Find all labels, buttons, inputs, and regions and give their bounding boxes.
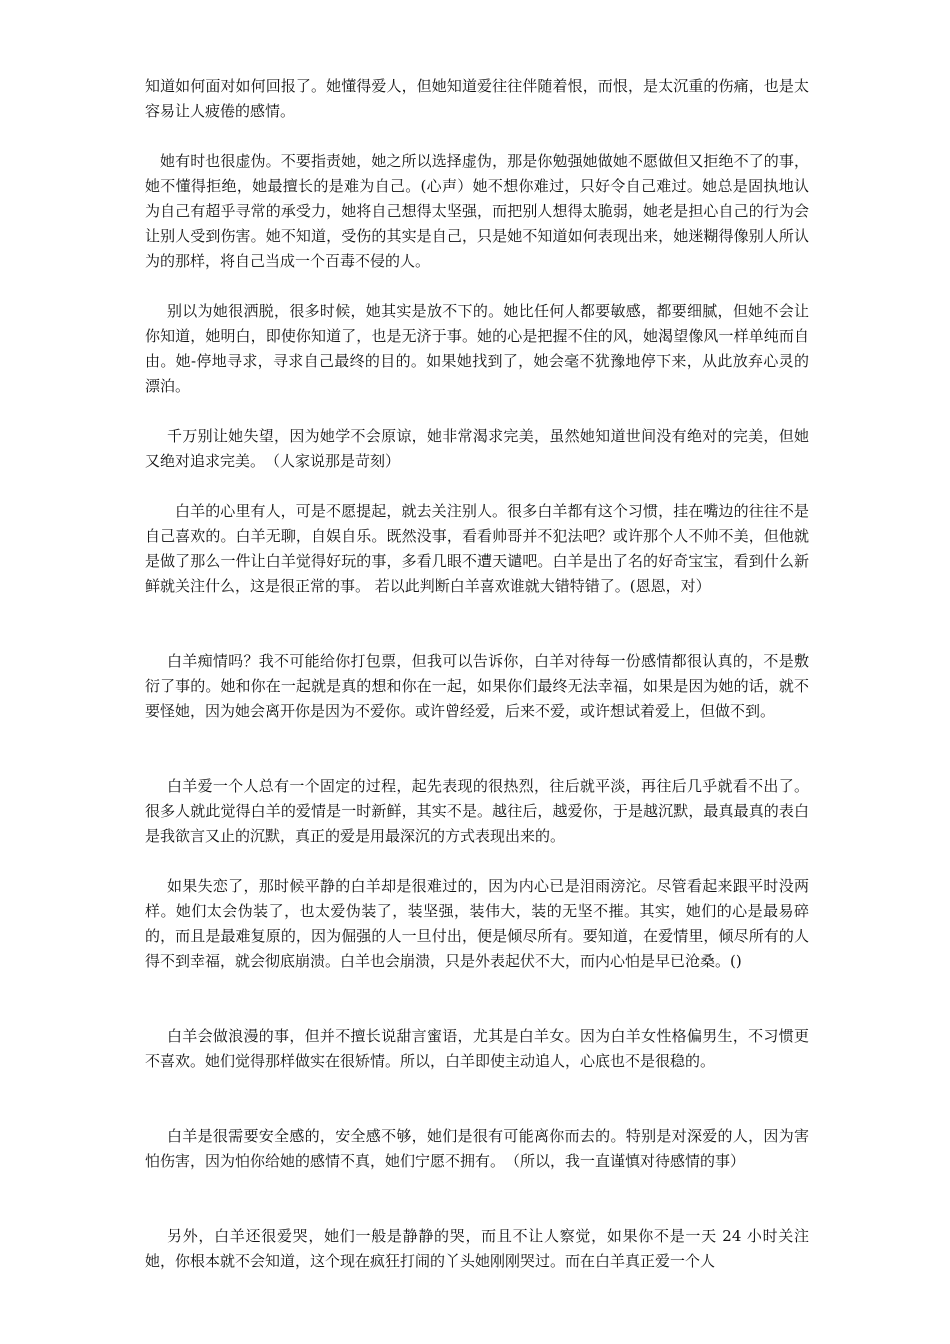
paragraph-10: 白羊是很需要安全感的，安全感不够，她们是很有可能离你而去的。特别是对深爱的人，因为害怕伤害，因为怕你给她的感情不真，她们宁愿不拥有。 （所以，我一直谨慎对待感情的事） — [145, 1127, 809, 1170]
paragraph-2: 她有时也很虚伪。不要指责她，她之所以选择虚伪，那是你勉强她做她不愿做但又拒绝不了的事，她不懂得拒绝，她最擅长的是难为自己。(心声）她不想你难过，只好令自己难过。她总是固执地认为自己有超乎寻常的承受力，她将自己想得太坚强，而把别人想得太脆弱，她老是担心自己的行为会让别人受到伤害。她不知道，受伤的其实是自己，只是她不知道如何表现出来，她迷糊得像别人所认为的那样，将自己当成一个百毒不侵的人。 — [145, 152, 809, 270]
paragraph-3: 别以为她很洒脱，很多时候，她其实是放不下的。她比任何人都要敏感，都要细腻，但她不会让你知道，她明白，即使你知道了，也是无济于事。她的心是把握不住的风，她渴望像风一样单纯而自由。她-停地寻求，寻求自己最终的目的。如果她找到了，她会毫不犹豫地停下来，从此放弃心灵的漂泊。 — [145, 302, 809, 395]
paragraph-7: 白羊爱一个人总有一个固定的过程，起先表现的很热烈，往后就平淡，再往后几乎就看不出了。很多人就此觉得白羊的爱情是一时新鲜，其实不是。越往后，越爱你，于是越沉默，最真最真的表白是我欲言又止的沉默，真正的爱是用最深沉的方式表现出来的。 — [145, 777, 809, 845]
paragraph-1: 知道如何面对如何回报了。她懂得爱人，但她知道爱往往伴随着恨，而恨，是太沉重的伤痛，也是太容易让人疲倦的感情。 — [145, 77, 809, 120]
paragraph-9: 白羊会做浪漫的事，但并不擅长说甜言蜜语，尤其是白羊女。因为白羊女性格偏男生，不习惯更不喜欢。她们觉得那样做实在很矫情。所以，白羊即使主动追人，心底也不是很稳的。 — [145, 1027, 809, 1070]
paragraph-4: 千万别让她失望，因为她学不会原谅，她非常渴求完美，虽然她知道世间没有绝对的完美，但她又绝对追求完美。 （人家说那是苛刻） — [145, 427, 809, 470]
paragraph-8: 如果失恋了，那时候平静的白羊却是很难过的，因为内心已是泪雨滂沱。尽管看起来跟平时没两样。她们太会伪装了，也太爱伪装了，装坚强，装伟大，装的无坚不摧。其实，她们的心是最易碎的，而且是最难复原的，因为倔强的人一旦付出，便是倾尽所有。要知道，在爱情里，倾尽所有的人得不到幸福，就会彻底崩溃。白羊也会崩溃，只是外表起伏不大，而内心怕是早已沧桑。() — [145, 877, 809, 970]
paragraph-5: 白羊的心里有人，可是不愿提起，就去关注别人。很多白羊都有这个习惯，挂在嘴边的往往不是自己喜欢的。白羊无聊，自娱自乐。既然没事，看看帅哥并不犯法吧？或许那个人不帅不美，但他就是做了那么一件让白羊觉得好玩的事，多看几眼不遭天谴吧。白羊是出了名的好奇宝宝，看到什么新鲜就关注什么，这是很正常的事。 若以此判断白羊喜欢谁就大错特错了。(恩恩，对） — [145, 502, 809, 595]
paragraph-11: 另外，白羊还很爱哭，她们一般是静静的哭，而且不让人察觉，如果你不是一天 24 小时关注她，你根本就不会知道，这个现在疯狂打闹的丫头她刚刚哭过。而在白羊真正爱一个人 — [145, 1227, 809, 1270]
paragraph-6: 白羊痴情吗？我不可能给你打包票，但我可以告诉你，白羊对待每一份感情都很认真的，不是敷衍了事的。她和你在一起就是真的想和你在一起，如果你们最终无法幸福，如果是因为她的话，就不要怪她，因为她会离开你是因为不爱你。或许曾经爱，后来不爱，或许想试着爱上，但做不到。 — [145, 652, 809, 720]
